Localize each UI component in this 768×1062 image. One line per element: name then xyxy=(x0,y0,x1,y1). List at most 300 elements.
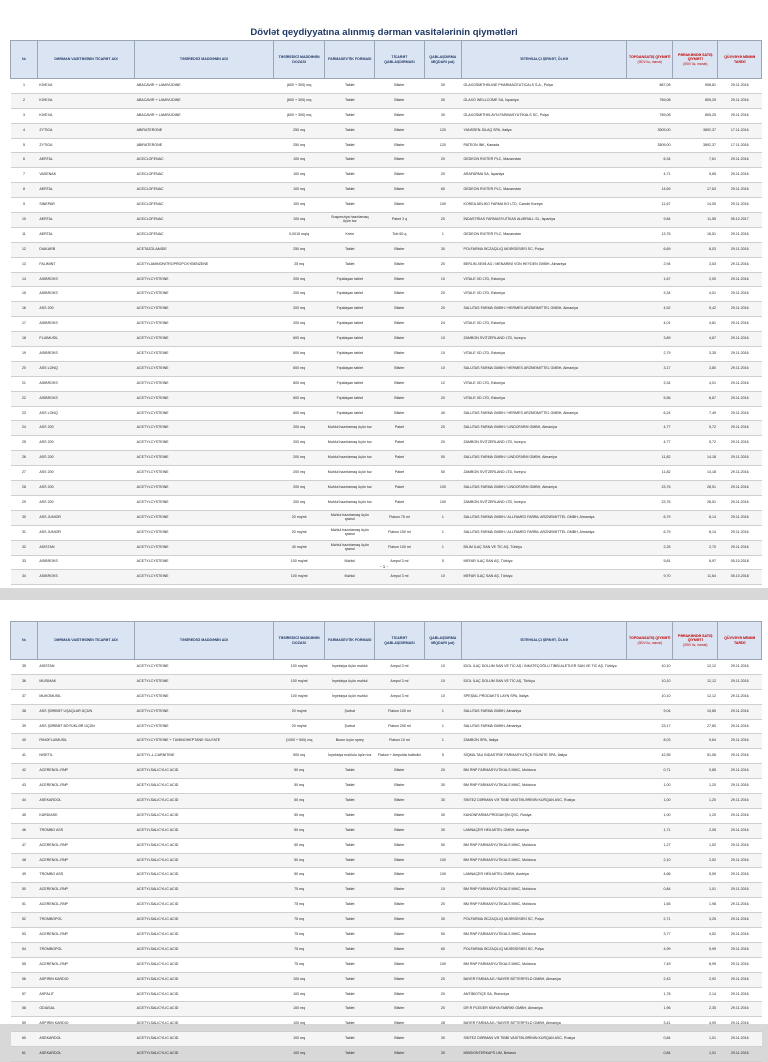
cell-pack: Paket 3 q xyxy=(375,213,425,228)
cell-maker: GLAXO WELLCOME SA, İspaniya xyxy=(461,93,627,108)
table-row xyxy=(11,361,762,376)
cell-trade-name: MUKOMUSIL xyxy=(37,689,134,704)
cell-wholesale: 6,79 xyxy=(627,510,673,525)
cell-dose: 500 mq xyxy=(273,749,325,764)
cell-form: Tablet xyxy=(325,972,375,987)
table-row xyxy=(11,451,762,466)
cell-inn: ACECLOFENAC xyxy=(135,213,274,228)
cell-retail: 8,14 xyxy=(672,525,718,540)
cell-form: Məhlul hazırlamaq üçün qranul xyxy=(325,525,375,540)
table-row xyxy=(11,972,762,987)
cell-valid: 29.11.2016 xyxy=(718,153,762,168)
cell-no: 59 xyxy=(11,1017,38,1032)
table-row xyxy=(11,942,762,957)
cell-dose: 600 mq xyxy=(273,332,325,347)
cell-qty: 30 xyxy=(424,1047,461,1062)
cell-form: Tablet xyxy=(325,153,375,168)
table-row xyxy=(11,257,762,272)
cell-form: Fışıldayan tablet xyxy=(325,287,375,302)
cell-wholesale: 0,84 xyxy=(627,883,673,898)
cell-inn: ACETYLCYSTEINE xyxy=(135,302,274,317)
cell-qty: 20 xyxy=(424,257,461,272)
cell-retail: 28,51 xyxy=(672,481,718,496)
cell-retail: 3,53 xyxy=(672,257,718,272)
cell-wholesale: 13,76 xyxy=(627,227,673,242)
cell-valid: 29.11.2016 xyxy=(718,749,762,764)
cell-retail: 5,72 xyxy=(672,436,718,451)
cell-inn: ACETYLSALICYLIC ACID xyxy=(135,794,274,809)
cell-qty: 20 xyxy=(424,987,461,1002)
document-page-2 xyxy=(0,600,768,1056)
cell-form: Tablet xyxy=(325,838,375,853)
cell-pack: Blister xyxy=(375,928,425,943)
cell-retail: 12,12 xyxy=(672,674,718,689)
cell-inn: ACETYL-L-CARNITINE xyxy=(135,749,274,764)
cell-valid: 17.11.2016 xyxy=(718,138,762,153)
cell-inn: ACETYLCYSTEINE xyxy=(135,332,274,347)
cell-trade-name: MUSIMAK xyxy=(37,674,134,689)
cell-no: 43 xyxy=(11,779,38,794)
cell-trade-name: ASIBROKS xyxy=(37,317,134,332)
cell-no: 30 xyxy=(11,510,38,525)
cell-inn: ACETYLSALICYLIC ACID xyxy=(135,883,274,898)
cell-trade-name: ASIBROKS xyxy=(37,272,134,287)
table-row xyxy=(11,347,762,362)
cell-trade-name: TROMBO ASS xyxy=(37,868,134,883)
col-header-valid: QÜVVƏYƏ MİNMƏ TARİXİ xyxy=(718,41,762,79)
cell-trade-name: ACERENOL-RNP xyxy=(37,928,134,943)
table-row xyxy=(11,1017,762,1032)
cell-valid: 29.11.2016 xyxy=(718,302,762,317)
cell-dose: 200 mq xyxy=(273,302,325,317)
cell-valid: 29.11.2016 xyxy=(718,93,762,108)
cell-pack: Blister xyxy=(375,317,425,332)
table-row xyxy=(11,287,762,302)
cell-form: Tablet xyxy=(325,779,375,794)
cell-valid: 29.11.2016 xyxy=(718,525,762,540)
cell-qty: 20 xyxy=(424,168,461,183)
table-row xyxy=(11,764,762,779)
cell-no: 21 xyxy=(11,376,38,391)
cell-retail: 5,42 xyxy=(672,302,718,317)
col-header-form: FARMASEVTİK FORMASI xyxy=(325,622,375,660)
cell-maker: SALUTAS FARMA GMBH / HERMES ARZNEIMITTEL GMBH, Almaniya xyxy=(461,406,627,421)
cell-dose: 100 mq xyxy=(273,198,325,213)
cell-pack: Blister xyxy=(375,153,425,168)
cell-trade-name: ASISTAN xyxy=(37,540,134,555)
cell-no: 25 xyxy=(11,436,38,451)
table-row xyxy=(11,823,762,838)
cell-trade-name: ASS JUNIOR xyxy=(37,510,134,525)
cell-form: Tablet xyxy=(325,808,375,823)
cell-form: Tablet xyxy=(325,957,375,972)
cell-form: Tablet xyxy=(325,1032,375,1047)
cell-inn: ACETYLCYSTEINE xyxy=(135,689,274,704)
cell-no: 60 xyxy=(11,1032,38,1047)
cell-wholesale: 7,49 xyxy=(627,957,673,972)
cell-inn: ACETYLCYSTEINE xyxy=(135,347,274,362)
cell-inn: ACETYLSALICYLIC ACID xyxy=(135,987,274,1002)
table-row xyxy=(11,779,762,794)
cell-maker: BM RNP FARMASYUTİKALS MMC, Moldova xyxy=(461,957,627,972)
cell-qty: 20 xyxy=(424,972,461,987)
cell-qty: 10 xyxy=(424,332,461,347)
cell-pack: Blister xyxy=(375,823,425,838)
cell-retail: 6,67 xyxy=(672,391,718,406)
cell-maker: BM RNP FARMASYUTİKALS MMC, Moldova xyxy=(461,764,627,779)
cell-valid: 29.11.2016 xyxy=(718,689,762,704)
table-row xyxy=(11,272,762,287)
cell-form: Məhlul hazırlamaq üçün toz xyxy=(325,436,375,451)
cell-maker: ZAMBON SVİTZERLAND LTD, İsveçrə xyxy=(461,466,627,481)
cell-qty: 30 xyxy=(424,779,461,794)
cell-retail: 5,59 xyxy=(672,868,718,883)
cell-dose: 100 mq xyxy=(273,183,325,198)
cell-valid: 29.11.2016 xyxy=(718,838,762,853)
table-row xyxy=(11,525,762,540)
cell-pack: Blister xyxy=(375,108,425,123)
cell-maker: BAYER FARMA AG / BAYER BİTTERFELD GMBH, Almaniya xyxy=(461,972,627,987)
cell-retail: 2,70 xyxy=(672,540,718,555)
cell-inn: ACETYLSALICYLIC ACID xyxy=(135,1032,274,1047)
cell-wholesale: 9,70 xyxy=(627,570,673,585)
cell-no: 42 xyxy=(11,764,38,779)
cell-maker: BM RNP FARMASYUTİKALS MMC, Moldova xyxy=(461,883,627,898)
cell-qty: 30 xyxy=(424,79,461,94)
cell-qty: 1 xyxy=(424,704,461,719)
cell-valid: 05.10.2018 xyxy=(718,555,762,570)
cell-form: Şərbət xyxy=(325,719,375,734)
cell-wholesale: 4,52 xyxy=(627,302,673,317)
cell-form: Tablet xyxy=(325,93,375,108)
col-header-no: № xyxy=(11,41,38,79)
cell-trade-name: AERTAL xyxy=(37,183,134,198)
cell-inn: ACETYLCYSTEINE xyxy=(135,719,274,734)
cell-pack: Flakon 150 ml xyxy=(375,525,425,540)
table-row xyxy=(11,481,762,496)
cell-form: Məhlul xyxy=(325,555,375,570)
cell-maker: LANNAÇER HEİLMİTEL GMBH, Avstriya xyxy=(461,868,627,883)
cell-inn: ACETYLSALICYLIC ACID xyxy=(135,972,274,987)
cell-qty: 20 xyxy=(424,764,461,779)
cell-form: Suspenziya hazırlamaq üçün toz xyxy=(325,213,375,228)
cell-maker: GEDEON RIXTER PLC, Macarıstan xyxy=(461,183,627,198)
cell-qty: 30 xyxy=(424,913,461,928)
cell-pack: Blister xyxy=(375,183,425,198)
cell-inn: ACETYLCYSTEINE xyxy=(135,570,274,585)
cell-valid: 29.11.2016 xyxy=(718,913,762,928)
cell-trade-name: RINOFLUIMUSIL xyxy=(37,734,134,749)
table-row xyxy=(11,93,762,108)
cell-no: 26 xyxy=(11,451,38,466)
cell-pack: Flakon 200 ml xyxy=(375,719,425,734)
cell-qty: 50 xyxy=(424,928,461,943)
cell-inn: ACETYLCYSTEINE xyxy=(135,540,274,555)
cell-qty: 40 xyxy=(424,406,461,421)
cell-maker: MEFAR İLAÇ SAN AŞ, Türkiyə xyxy=(461,570,627,585)
cell-maker: SİNTEZ DƏRMAN VƏ TİBBİ VASİTƏLƏRİNİN KURQAN ASC, Rusiya xyxy=(461,794,627,809)
cell-trade-name: ASS 200 xyxy=(37,421,134,436)
cell-dose: 50 mq xyxy=(273,779,325,794)
table-row xyxy=(11,108,762,123)
cell-no: 37 xyxy=(11,689,38,704)
cell-qty: 20 xyxy=(424,421,461,436)
table-row xyxy=(11,406,762,421)
cell-dose: (1000 + 500) mq xyxy=(273,734,325,749)
cell-dose: 100 mq/ml xyxy=(273,555,325,570)
cell-trade-name: TROMBOPOL xyxy=(37,913,134,928)
cell-pack: Blister xyxy=(375,794,425,809)
table-row xyxy=(11,510,762,525)
cell-inn: ACETYLSALICYLIC ACID xyxy=(135,853,274,868)
cell-retail: 2,14 xyxy=(672,987,718,1002)
cell-wholesale: 23,17 xyxy=(627,719,673,734)
table-row xyxy=(11,660,762,675)
cell-no: 22 xyxy=(11,391,38,406)
cell-retail: 12,12 xyxy=(672,689,718,704)
cell-pack: Blister xyxy=(375,764,425,779)
cell-form: Tablet xyxy=(325,183,375,198)
cell-valid: 29.11.2016 xyxy=(718,853,762,868)
cell-retail: 805,25 xyxy=(672,93,718,108)
cell-trade-name: KIVEXA xyxy=(37,79,134,94)
cell-qty: 60 xyxy=(424,942,461,957)
cell-dose: 100 mq xyxy=(273,168,325,183)
cell-no: 31 xyxy=(11,525,38,540)
cell-form: Tablet xyxy=(325,108,375,123)
cell-qty: 10 xyxy=(424,883,461,898)
cell-valid: 29.11.2016 xyxy=(718,183,762,198)
table-row xyxy=(11,1002,762,1017)
table-row xyxy=(11,898,762,913)
cell-pack: Blister xyxy=(375,913,425,928)
table-row xyxy=(11,734,762,749)
cell-no: 58 xyxy=(11,1002,38,1017)
cell-valid: 29.11.2016 xyxy=(718,510,762,525)
cell-pack: Paket xyxy=(375,481,425,496)
table-row xyxy=(11,242,762,257)
cell-pack: Tub 60 q xyxy=(375,227,425,242)
cell-form: Tablet xyxy=(325,168,375,183)
col-header-no: № xyxy=(11,622,38,660)
cell-no: 24 xyxy=(11,421,38,436)
cell-retail: 1,20 xyxy=(672,794,718,809)
cell-pack: Paket xyxy=(375,466,425,481)
cell-pack: Blister xyxy=(375,883,425,898)
cell-inn: ACECLOFENAC xyxy=(135,168,274,183)
cell-qty: 5 xyxy=(424,749,461,764)
cell-retail: 2,92 xyxy=(672,972,718,987)
cell-inn: ACETYLSALICYLIC ACID xyxy=(135,942,274,957)
cell-retail: 11,64 xyxy=(672,570,718,585)
col-header-retail: PƏRAKƏNDƏ SATIŞ QİYMƏTİ (ƏDV ilə, manat) xyxy=(672,622,718,660)
cell-wholesale: 4,99 xyxy=(627,942,673,957)
cell-form: Tablet xyxy=(325,823,375,838)
cell-dose: 200 mq xyxy=(273,436,325,451)
cell-maker: BM RNP FARMASYUTİKALS MMC, Moldova xyxy=(461,838,627,853)
cell-maker: İDOL İLAÇ DOLUM SAN VE TİC AŞ, Türkiyə xyxy=(461,674,627,689)
cell-valid: 29.11.2016 xyxy=(718,1047,762,1062)
col-header-trade-name: DƏRMAN VASİTƏSİNİN TİCARƏT ADI xyxy=(37,622,134,660)
cell-trade-name: ZYTIGA xyxy=(37,138,134,153)
cell-qty: 10 xyxy=(424,570,461,585)
cell-pack: Blister xyxy=(375,987,425,1002)
cell-form: Məhlul hazırlamaq üçün toz xyxy=(325,421,375,436)
cell-dose: 75 mq xyxy=(273,898,325,913)
cell-dose: 20 mq/ml xyxy=(273,510,325,525)
cell-wholesale: 2,94 xyxy=(627,257,673,272)
cell-valid: 29.11.2016 xyxy=(718,79,762,94)
cell-pack: Blister xyxy=(375,332,425,347)
cell-valid: 29.11.2016 xyxy=(718,808,762,823)
col-header-wholesale: TOPDANSATIŞ QİYMƏTİ (ƏDV ilə, manat) xyxy=(627,622,673,660)
cell-retail: 2,00 xyxy=(672,272,718,287)
cell-wholesale: 11,67 xyxy=(627,198,673,213)
cell-no: 46 xyxy=(11,823,38,838)
cell-wholesale: 3,89 xyxy=(627,332,673,347)
cell-dose: 600 mq xyxy=(273,361,325,376)
cell-maker: VITALE XD LTD, Estoniya xyxy=(461,376,627,391)
cell-trade-name: DIAKARB xyxy=(37,242,134,257)
cell-inn: ACETYLCYSTEINE xyxy=(135,272,274,287)
cell-maker: ANTİBİOTİÇE SA, Rumıniya xyxy=(461,987,627,1002)
cell-trade-name: ACERENOL-RNP xyxy=(37,957,134,972)
table-row xyxy=(11,749,762,764)
cell-qty: 24 xyxy=(424,317,461,332)
cell-dose: (600 + 300) mq xyxy=(273,108,325,123)
cell-wholesale: 9,84 xyxy=(627,213,673,228)
cell-dose: 50 mq xyxy=(273,823,325,838)
cell-valid: 29.11.2016 xyxy=(718,734,762,749)
cell-wholesale: 42,55 xyxy=(627,749,673,764)
cell-wholesale: 6,34 xyxy=(627,153,673,168)
cell-pack: Paket xyxy=(375,451,425,466)
cell-inn: ACETYLSALICYLIC ACID xyxy=(135,913,274,928)
col-header-maker: İSTEHSALÇI ŞİRKƏT, ÖLKƏ xyxy=(461,41,627,79)
cell-no: 56 xyxy=(11,972,38,987)
cell-no: 9 xyxy=(11,198,38,213)
cell-dose: 75 mq xyxy=(273,942,325,957)
cell-retail: 1,20 xyxy=(672,808,718,823)
cell-form: Tablet xyxy=(325,853,375,868)
cell-valid: 29.11.2016 xyxy=(718,421,762,436)
cell-trade-name: ASEKARDOL xyxy=(37,1047,134,1062)
cell-wholesale: 3,77 xyxy=(627,928,673,943)
cell-trade-name: ASS 200 xyxy=(37,481,134,496)
cell-no: 34 xyxy=(11,570,38,585)
cell-pack: Flakon 75 ml xyxy=(375,510,425,525)
cell-dose: 100 mq/ml xyxy=(273,689,325,704)
cell-valid: 29.11.2016 xyxy=(718,257,762,272)
cell-pack: Ampul 3 ml xyxy=(375,674,425,689)
cell-form: Tablet xyxy=(325,257,375,272)
cell-trade-name: ZYTIGA xyxy=(37,123,134,138)
cell-wholesale: 8,03 xyxy=(627,734,673,749)
cell-dose: (600 + 300) mq xyxy=(273,79,325,94)
cell-retail: 0,85 xyxy=(672,764,718,779)
cell-inn: ACETYLCYSTEINE xyxy=(135,361,274,376)
cell-trade-name: ACERENOL-RNP xyxy=(37,764,134,779)
cell-trade-name: ASIBROKS xyxy=(37,287,134,302)
cell-valid: 29.11.2016 xyxy=(718,883,762,898)
cell-no: 32 xyxy=(11,540,38,555)
cell-form: Burun üçün sprey xyxy=(325,734,375,749)
cell-inn: ACETYLCYSTEINE xyxy=(135,436,274,451)
cell-retail: 28,51 xyxy=(672,495,718,510)
table-row xyxy=(11,957,762,972)
cell-qty: 20 xyxy=(424,302,461,317)
cell-valid: 29.11.2016 xyxy=(718,376,762,391)
cell-no: 53 xyxy=(11,928,38,943)
cell-inn: ACETYLCYSTEINE xyxy=(135,406,274,421)
cell-valid: 29.11.2016 xyxy=(718,794,762,809)
cell-trade-name: ASEKARDOL xyxy=(37,794,134,809)
cell-trade-name: AERTAL xyxy=(37,213,134,228)
cell-wholesale: 1,71 xyxy=(627,823,673,838)
cell-maker: BM RNP FARMASYUTİKALS MMC, Moldova xyxy=(461,928,627,943)
cell-trade-name: ASS JUNIOR xyxy=(37,525,134,540)
cell-form: Tablet xyxy=(325,942,375,957)
cell-inn: ACETYLCYSTEINE + TUMINOHEPTANE SULFATE xyxy=(135,734,274,749)
cell-retail: 3,80 xyxy=(672,361,718,376)
cell-wholesale: 4,71 xyxy=(627,168,673,183)
cell-retail: 3892,37 xyxy=(672,123,718,138)
cell-valid: 29.11.2016 xyxy=(718,779,762,794)
cell-maker: SPEŞİAL PRODAKTS LAYN SPA, İtaliya xyxy=(461,689,627,704)
cell-form: İnyeksiya məhlulu üçün toz xyxy=(325,749,375,764)
cell-retail: 2,35 xyxy=(672,1002,718,1017)
cell-form: Tablet xyxy=(325,123,375,138)
table-row xyxy=(11,376,762,391)
cell-maker: BM RNP FARMASYUTİKALS MMC, Moldova xyxy=(461,853,627,868)
cell-valid: 29.11.2016 xyxy=(718,987,762,1002)
cell-pack: Blister xyxy=(375,391,425,406)
cell-pack: Blister xyxy=(375,287,425,302)
cell-pack: Blister xyxy=(375,1047,425,1062)
page-number: - 1 - xyxy=(379,564,388,569)
cell-trade-name: ASIBROKS xyxy=(37,347,134,362)
cell-qty: 50 xyxy=(424,451,461,466)
cell-wholesale: 3,41 xyxy=(627,1017,673,1032)
cell-no: 10 xyxy=(11,213,38,228)
cell-wholesale: 1,67 xyxy=(627,272,673,287)
cell-valid: 29.11.2016 xyxy=(718,198,762,213)
cell-wholesale: 3,34 xyxy=(627,287,673,302)
cell-form: İnyeksiya üçün məhlul xyxy=(325,674,375,689)
table-row xyxy=(11,1032,762,1047)
price-table-page-2 xyxy=(10,621,762,1062)
cell-valid: 29.11.2016 xyxy=(718,719,762,734)
cell-inn: ACETYLSALICYLIC ACID xyxy=(135,1002,274,1017)
cell-dose: 100 mq xyxy=(273,1047,325,1062)
cell-pack: Ampul 3 ml xyxy=(375,689,425,704)
cell-maker: DR R PLEGER KİMYA FABRİKİ GMBH, Almaniya xyxy=(461,1002,627,1017)
table-body-page-2 xyxy=(11,660,762,1062)
cell-valid: 29.11.2016 xyxy=(718,928,762,943)
cell-pack: Blister xyxy=(375,361,425,376)
cell-no: 49 xyxy=(11,868,38,883)
cell-pack: Blister xyxy=(375,808,425,823)
cell-pack: Blister xyxy=(375,347,425,362)
table-row xyxy=(11,168,762,183)
cell-wholesale: 2,43 xyxy=(627,972,673,987)
cell-no: 5 xyxy=(11,138,38,153)
cell-form: Fışıldayan tablet xyxy=(325,272,375,287)
cell-dose: 200 mq xyxy=(273,317,325,332)
table-row xyxy=(11,302,762,317)
cell-trade-name: ASPIRIN KARDIO xyxy=(37,972,134,987)
cell-form: Tablet xyxy=(325,883,375,898)
